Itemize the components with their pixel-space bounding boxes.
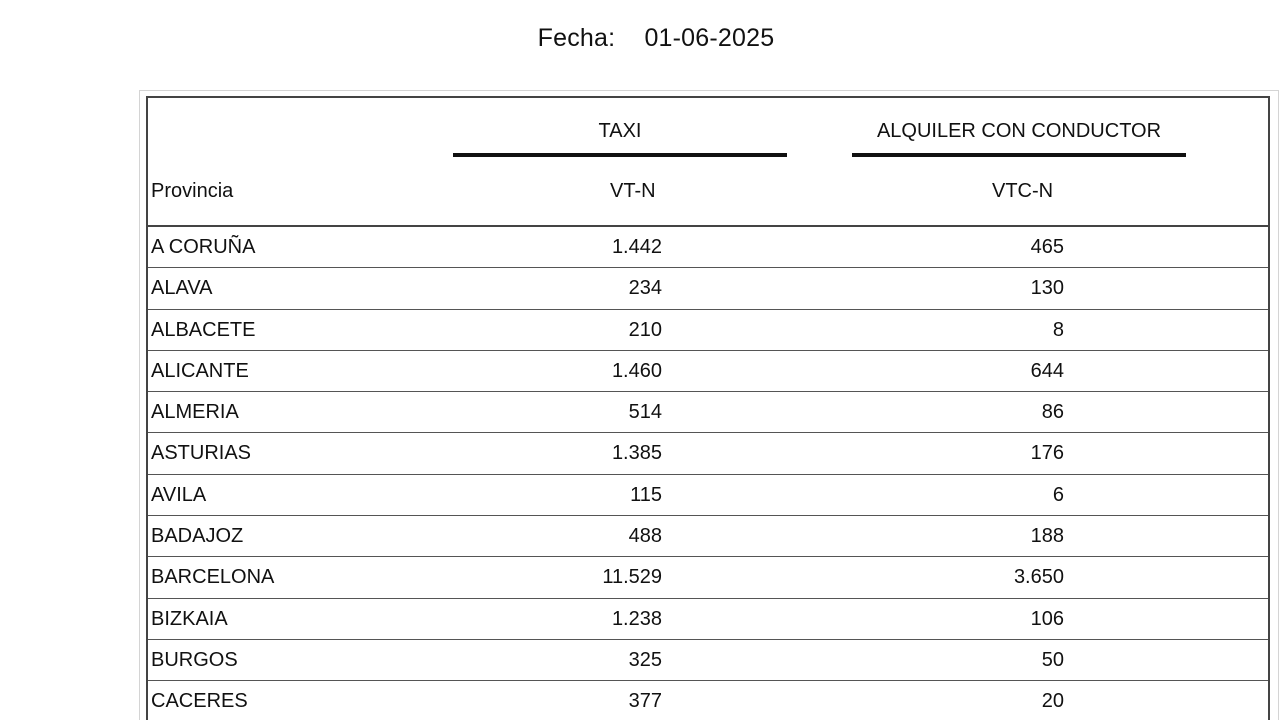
group-header-vtc: ALQUILER CON CONDUCTOR — [876, 120, 1162, 142]
cell-vt-n: 514 — [628, 401, 662, 424]
cell-vtc-n: 176 — [1030, 442, 1064, 465]
cell-vtc-n: 8 — [1052, 318, 1064, 341]
table-row — [148, 599, 1268, 640]
table-row — [148, 433, 1268, 474]
cell-vt-n: 210 — [628, 318, 662, 341]
cell-provincia: BADAJOZ — [151, 525, 244, 548]
cell-vt-n: 377 — [628, 690, 662, 713]
group-header-taxi: TAXI — [598, 120, 642, 142]
cell-provincia: AVILA — [151, 483, 207, 506]
cell-vt-n: 1.460 — [611, 359, 662, 382]
cell-vtc-n: 3.650 — [1013, 566, 1064, 589]
cell-vtc-n: 644 — [1030, 359, 1064, 382]
group-rule-taxi — [453, 153, 787, 157]
table-header — [148, 98, 1268, 227]
table-row — [148, 640, 1268, 681]
column-header-provincia: Provincia — [151, 180, 234, 202]
cell-vtc-n: 6 — [1052, 483, 1064, 506]
cell-vtc-n: 130 — [1030, 277, 1064, 300]
cell-provincia: BARCELONA — [151, 566, 275, 589]
date-header — [0, 24, 1280, 53]
cell-vt-n: 1.238 — [611, 607, 662, 630]
cell-provincia: BIZKAIA — [151, 607, 228, 630]
cell-provincia: ALICANTE — [151, 359, 249, 382]
cell-vt-n: 488 — [628, 525, 662, 548]
cell-vtc-n: 50 — [1041, 648, 1064, 671]
cell-provincia: ASTURIAS — [151, 442, 252, 465]
cell-vt-n: 1.385 — [611, 442, 662, 465]
cell-vt-n: 325 — [628, 648, 662, 671]
cell-vt-n: 11.529 — [602, 566, 662, 589]
table-row — [148, 475, 1268, 516]
cell-provincia: ALAVA — [151, 277, 213, 300]
cell-vtc-n: 86 — [1041, 401, 1064, 424]
cell-provincia: BURGOS — [151, 648, 238, 671]
column-header-vtc-n: VTC-N — [992, 180, 1054, 202]
date-label: Fecha: — [537, 24, 616, 52]
province-vehicle-table — [146, 96, 1270, 720]
group-rule-vtc — [852, 153, 1186, 157]
date-value: 01-06-2025 — [644, 24, 775, 52]
table-row — [148, 310, 1268, 351]
cell-vtc-n: 106 — [1030, 607, 1064, 630]
cell-vtc-n: 20 — [1041, 690, 1064, 713]
table-row — [148, 392, 1268, 433]
cell-provincia: ALMERIA — [151, 401, 239, 424]
cell-vtc-n: 188 — [1030, 525, 1064, 548]
table-row — [148, 351, 1268, 392]
cell-vt-n: 1.442 — [611, 236, 662, 258]
cell-provincia: ALBACETE — [151, 318, 256, 341]
table-row — [148, 681, 1268, 720]
cell-vtc-n: 465 — [1030, 236, 1064, 258]
table-body — [148, 227, 1268, 720]
cell-provincia: A CORUÑA — [151, 236, 256, 258]
table-row — [148, 227, 1268, 268]
column-header-vt-n: VT-N — [610, 180, 656, 202]
table-row — [148, 268, 1268, 309]
table-row — [148, 516, 1268, 557]
cell-vt-n: 115 — [630, 483, 662, 506]
cell-provincia: CACERES — [151, 690, 248, 713]
cell-vt-n: 234 — [628, 277, 662, 300]
table-row — [148, 557, 1268, 598]
